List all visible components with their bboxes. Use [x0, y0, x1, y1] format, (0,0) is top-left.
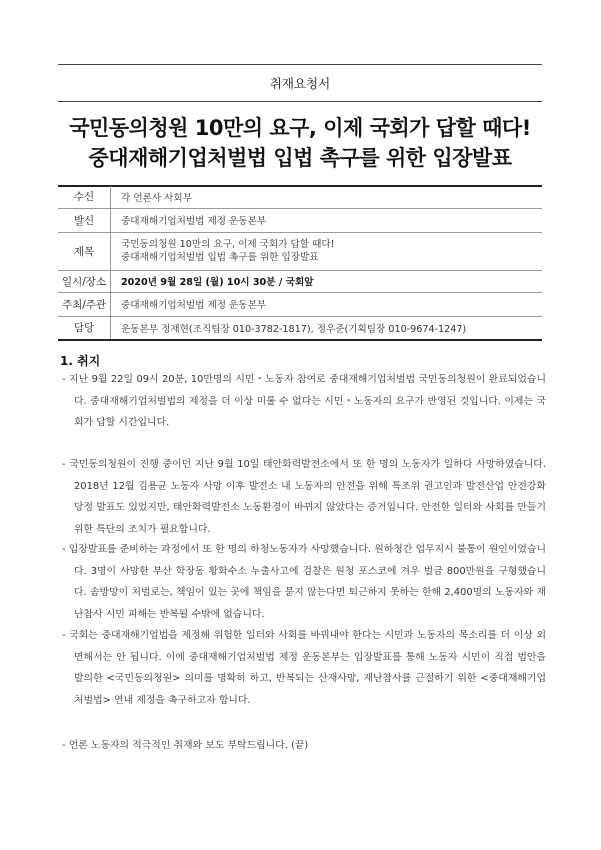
title-line-2: 중대재해기업처벌법 입법 촉구를 위한 입장발표 [88, 146, 512, 170]
info-value: 중대재해기업처벌법 제정 운동본부 [111, 208, 543, 232]
subject-line-1: 국민동의청원 10만의 요구, 이제 국회가 답할 때다! [121, 239, 335, 250]
info-label: 일시/장소 [58, 270, 111, 292]
paragraph [62, 539, 546, 625]
paragraph-text: - 언론 노동자의 적극적인 취재와 보도 부탁드립니다. (끝) [62, 740, 309, 751]
info-row-contact [58, 316, 542, 340]
info-label: 제목 [58, 232, 111, 270]
info-label: 발신 [58, 208, 111, 232]
paragraph-text: - 국민동의청원이 진행 중이던 지난 9월 10일 태안화력발전소에서 또 한 명의 노동자가 일하다 사망하였습니다. 2018년 12월 김용균 노동자 사망 이후 발전소 내 노동자의 안전을 위해 특조위 권고인과 발전산업 안전강화 당정 발표도 있었지만, 태안화력발전소 노동환경이 바뀌지 않았다는 증거입니다. 안전한 일터와 사회를 만들기 위한 특단의 조치가 필요합니다. [62, 459, 546, 535]
info-table [58, 186, 542, 341]
info-value-multiline [111, 232, 543, 270]
info-row-host [58, 292, 542, 316]
subject-line-2: 중대재해기업처벌법 입법 촉구를 위한 입장발표 [121, 252, 319, 263]
info-value: 2020년 9월 28일 (월) 10시 30분 / 국회앞 [111, 270, 543, 292]
paragraph-text: - 국회는 중대재해기업법을 제정해 위험한 일터와 사회를 바꿔내야 한다는 시민과 노동자의 목소리를 더 이상 외면해서는 안 됩니다. 이에 중대재해기업처벌법 제정 운동본부는 입장발표를 통해 노동자 시민이 직접 법안을 발의한 <국민동의청원> 의미를 명확히 하고, 반복되는 산재사망, 재난참사를 근절하기 위한 <중대재해기업처벌법> 연내 제정을 촉구하고자 합니다. [62, 630, 546, 706]
paragraph [62, 735, 546, 757]
info-value: 운동본부 정재현(조직팀장 010-3782-1817), 정우준(기획팀장 010-9674-1247) [111, 316, 543, 340]
paragraph-text: - 입장발표를 준비하는 과정에서 또 한 명의 하청노동자가 사망했습니다. 원하청간 업무지시 불통이 원인이었습니다. 3명이 사망한 부산 학장동 황화수소 누출사고에 검찰은 원청 포스코에 겨우 벌금 800만원을 구형했습니다. 솜방망이 처벌로는, 책임이 있는 곳에 책임을 묻지 않는다면 퇴근하지 못하는 한해 2,400명의 노동자와 재난참사 시민 피해는 반복될 수밖에 없습니다. [62, 544, 546, 620]
info-label: 주최/주관 [58, 292, 111, 316]
info-row-sender [58, 208, 542, 232]
paragraph [62, 625, 546, 711]
info-row-datetime-place [58, 270, 542, 292]
paragraph-text: - 지난 9월 22일 09시 20분, 10만명의 시민・노동자 참여로 중대재해기업처벌법 국민동의청원이 완료되었습니다. 중대재해기업처벌법의 제정을 더 이상 미룰 수 없다는 시민・노동자의 요구가 반영된 것입니다. 이제는 국회가 답할 시간입니다. [62, 374, 546, 428]
info-value: 각 언론사 사회부 [111, 186, 543, 208]
document-type-label: 취재요청서 [269, 76, 331, 91]
info-label: 수신 [58, 186, 111, 208]
title-line-1: 국민동의청원 10만의 요구, 이제 국회가 답할 때다! [69, 116, 531, 140]
section-title: 1. 취지 [60, 354, 101, 368]
paragraph [62, 454, 546, 540]
document-type-header [58, 64, 542, 102]
info-row-subject [58, 232, 542, 270]
paragraph [62, 369, 546, 434]
info-row-recipient [58, 186, 542, 208]
info-value: 중대재해기업처벌법 제정 운동본부 [111, 292, 543, 316]
info-label: 담당 [58, 316, 111, 340]
document-title-block [58, 101, 542, 187]
